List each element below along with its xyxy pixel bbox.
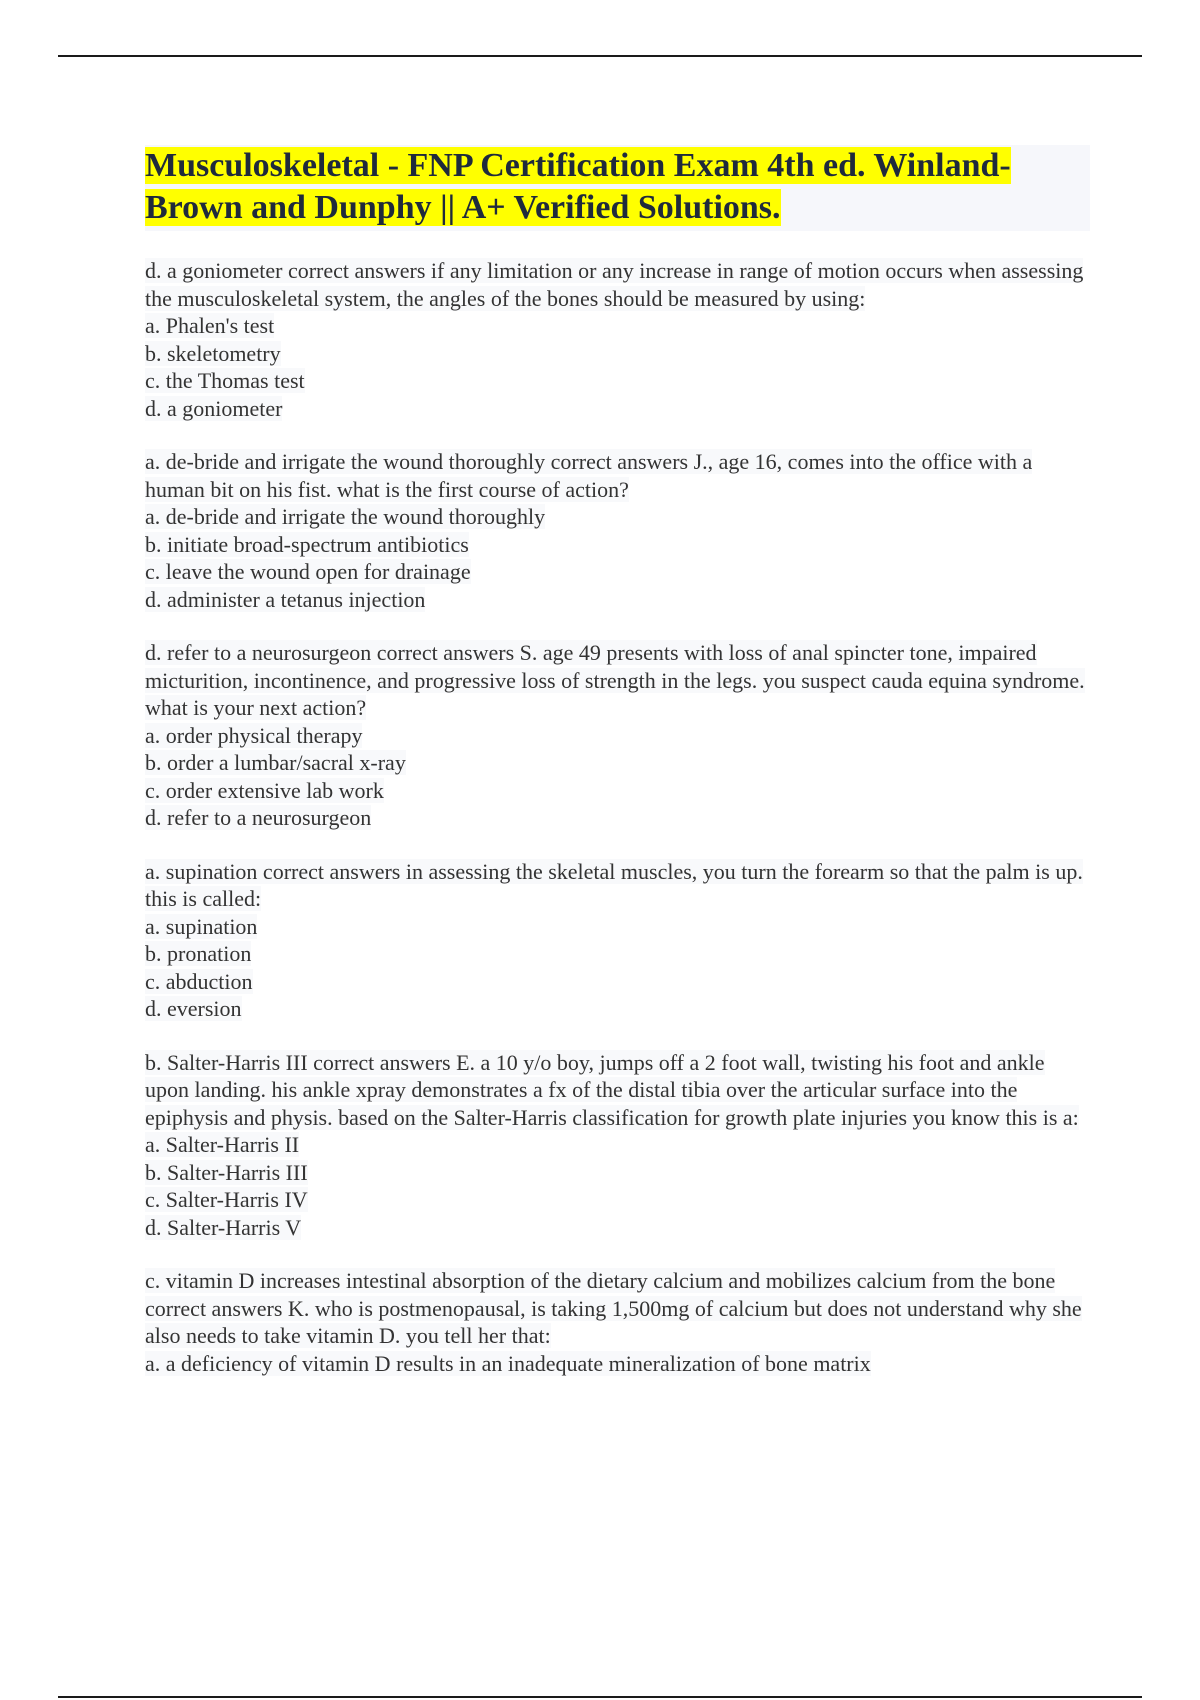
answer-option: d. a goniometer — [145, 395, 283, 421]
question-text: a. de-bride and irrigate the wound thoroughly correct answers J., age 16, comes into the office with a human bit on his fist. what is the first course of action? — [145, 449, 1033, 502]
question-text: d. refer to a neurosurgeon correct answers S. age 49 presents with loss of anal spincter tone, impaired micturition, incontinence, and progressive loss of strength in the legs. you suspect cauda equina syndrome. what is your next action? — [145, 640, 1085, 720]
answer-option: d. administer a tetanus injection — [145, 586, 426, 612]
top-rule — [58, 55, 1142, 57]
answer-option: b. pronation — [145, 941, 252, 966]
answer-option: c. order extensive lab work — [145, 777, 384, 803]
question-text: d. a goniometer correct answers if any limitation or any increase in range of motion occurs when assessing the musculoskeletal system, the angles of the bones should be measured by using: — [145, 258, 1084, 311]
qa-item — [145, 1267, 1090, 1377]
answer-option: d. Salter-Harris V — [145, 1214, 302, 1240]
bottom-rule — [58, 1696, 1142, 1698]
answer-option: c. Salter-Harris IV — [145, 1187, 308, 1212]
document-title-text: Musculoskeletal - FNP Certification Exam 4th ed. Winland-Brown and Dunphy || A+ Verified Solutions. — [145, 147, 1011, 226]
question-text: c. vitamin D increases intestinal absorption of the dietary calcium and mobilizes calcium from the bone correct answers K. who is postmenopausal, is taking 1,500mg of calcium but does not understand why she also needs to take vitamin D. you tell her that: — [145, 1268, 1082, 1348]
qa-item — [145, 1049, 1090, 1242]
qa-item — [145, 639, 1090, 832]
qa-item — [145, 858, 1090, 1023]
qa-item — [145, 257, 1090, 422]
document-body — [145, 145, 1090, 1403]
answer-option: a. Phalen's test — [145, 313, 275, 338]
qa-item — [145, 448, 1090, 613]
document-title — [145, 145, 1090, 229]
answer-option: c. abduction — [145, 968, 253, 994]
answer-option: b. Salter-Harris III — [145, 1159, 308, 1185]
answer-option: d. refer to a neurosurgeon — [145, 805, 372, 830]
answer-option: a. Salter-Harris II — [145, 1132, 300, 1157]
answer-option: c. leave the wound open for drainage — [145, 559, 471, 584]
answer-option: d. eversion — [145, 996, 242, 1021]
answer-option: b. initiate broad-spectrum antibiotics — [145, 531, 469, 557]
answer-option: a. supination — [145, 913, 258, 939]
question-text: b. Salter-Harris III correct answers E. a 10 y/o boy, jumps off a 2 foot wall, twisting his foot and ankle upon landing. his ankle xpray demonstrates a fx of the distal tibia over the articular surface into the epiphysis and physis. based on the Salter-Harris classification for growth plate injuries you know this is a: — [145, 1049, 1079, 1130]
answer-option: b. order a lumbar/sacral x-ray — [145, 750, 406, 775]
answer-option: c. the Thomas test — [145, 368, 305, 393]
question-text: a. supination correct answers in assessing the skeletal muscles, you turn the forearm so that the palm is up. this is called: — [145, 858, 1083, 911]
answer-option: a. a deficiency of vitamin D results in an inadequate mineralization of bone matrix — [145, 1350, 871, 1376]
answer-option: a. de-bride and irrigate the wound thoroughly — [145, 504, 546, 529]
answer-option: b. skeletometry — [145, 340, 281, 366]
answer-option: a. order physical therapy — [145, 722, 363, 748]
title-block — [145, 145, 1090, 231]
